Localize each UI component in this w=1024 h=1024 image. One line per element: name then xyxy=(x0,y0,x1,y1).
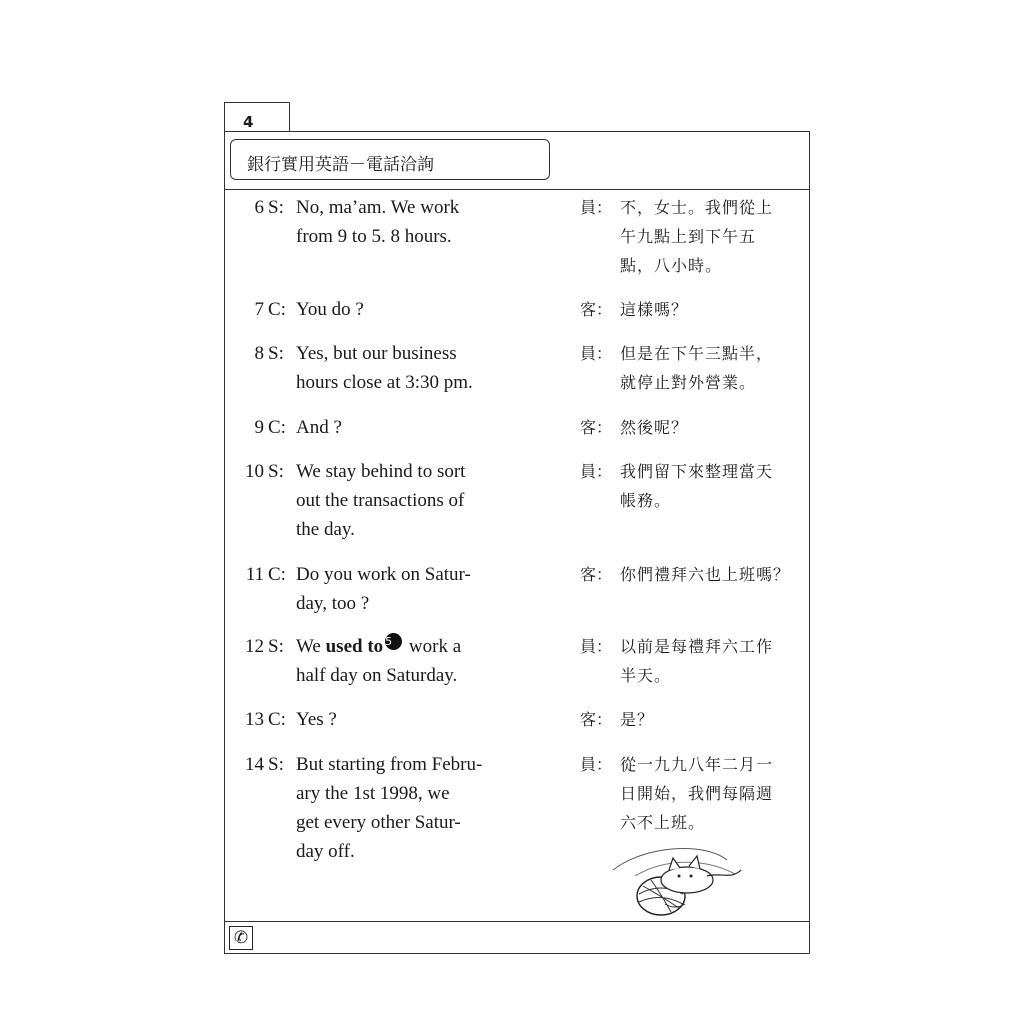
speaker-zh: 客： xyxy=(580,300,613,319)
page-number: 4 xyxy=(243,113,254,131)
speaker: C: xyxy=(268,564,286,585)
speaker: C: xyxy=(268,417,286,438)
english-line: day, too ? xyxy=(296,593,370,614)
line-number: 11 xyxy=(245,564,264,585)
english-line: But starting from Febru- xyxy=(296,754,483,775)
english-line: You do ? xyxy=(296,299,364,320)
english-line: ary the 1st 1998, we xyxy=(296,783,450,804)
note-marker: 5 xyxy=(385,633,402,650)
chinese-line: 但是在下午三點半， xyxy=(620,344,774,363)
chinese-line: 我們留下來整理當天 xyxy=(620,462,774,481)
speaker: S: xyxy=(268,343,284,364)
chinese-line: 這樣嗎？ xyxy=(620,300,689,319)
english-line: And ? xyxy=(296,417,342,438)
english-line: get every other Satur- xyxy=(296,812,461,833)
english-line: day off. xyxy=(296,841,355,862)
speaker-zh: 員： xyxy=(580,755,613,774)
english-line: Do you work on Satur- xyxy=(296,564,471,585)
speaker: S: xyxy=(268,197,284,218)
line-number: 14 xyxy=(245,754,264,775)
chapter-title-box xyxy=(230,139,550,180)
english-line: Yes ? xyxy=(296,709,337,730)
line-number: 6 xyxy=(254,197,264,218)
cat-with-yarn-illustration xyxy=(595,840,755,935)
chinese-text xyxy=(620,295,802,324)
chinese-line: 午九點上到下午五 xyxy=(620,227,757,246)
chapter-title: 銀行實用英語－電話洽詢 xyxy=(247,155,434,175)
phone-icon: ✆ xyxy=(229,926,253,950)
speaker-zh: 員： xyxy=(580,344,613,363)
chinese-line: 日開始，我們每隔週 xyxy=(620,784,774,803)
page-number-tab xyxy=(224,102,290,132)
speaker-zh: 客： xyxy=(580,565,613,584)
english-line: No, ma’am. We work xyxy=(296,197,460,218)
speaker: S: xyxy=(268,461,284,482)
english-line: the day. xyxy=(296,519,355,540)
chinese-text xyxy=(620,750,802,837)
english-line: We stay behind to sort xyxy=(296,461,466,482)
speaker-zh: 員： xyxy=(580,462,613,481)
chinese-text xyxy=(620,560,802,589)
chinese-text xyxy=(620,705,802,734)
chinese-line: 六不上班。 xyxy=(620,813,706,832)
key-phrase: used to xyxy=(325,636,384,657)
english-text xyxy=(296,750,530,866)
chinese-text xyxy=(620,413,802,442)
english-fragment: We xyxy=(296,636,326,657)
chinese-line: 半天。 xyxy=(620,666,672,685)
chinese-text xyxy=(620,632,802,690)
speaker: S: xyxy=(268,754,284,775)
english-text xyxy=(296,295,530,324)
chinese-line: 以前是每禮拜六工作 xyxy=(620,637,774,656)
english-text xyxy=(296,193,530,251)
line-number: 13 xyxy=(245,709,264,730)
english-text xyxy=(296,413,530,442)
speaker-zh: 客： xyxy=(580,710,613,729)
english-line: out the transactions of xyxy=(296,490,465,511)
chinese-line: 然後呢？ xyxy=(620,418,689,437)
english-text xyxy=(296,457,530,544)
english-text xyxy=(296,705,530,734)
english-text xyxy=(296,339,530,397)
chinese-text xyxy=(620,457,802,515)
line-number: 9 xyxy=(254,417,264,438)
speaker: C: xyxy=(268,709,286,730)
chinese-line: 是？ xyxy=(620,710,655,729)
line-number: 8 xyxy=(254,343,264,364)
chinese-line: 不，女士。我們從上 xyxy=(620,198,774,217)
english-line: half day on Saturday. xyxy=(296,665,458,686)
english-line: Yes, but our business xyxy=(296,343,457,364)
chinese-line: 點，八小時。 xyxy=(620,256,723,275)
speaker-zh: 客： xyxy=(580,418,613,437)
english-fragment: work a xyxy=(404,636,462,657)
line-number: 10 xyxy=(245,461,264,482)
chinese-text xyxy=(620,339,802,397)
line-number: 7 xyxy=(254,299,264,320)
chinese-line: 你們禮拜六也上班嗎？ xyxy=(620,565,791,584)
chinese-line: 就停止對外營業。 xyxy=(620,373,757,392)
english-line-with-note xyxy=(296,632,530,661)
header-divider xyxy=(225,189,809,190)
speaker: C: xyxy=(268,299,286,320)
chinese-line: 帳務。 xyxy=(620,491,672,510)
english-line: hours close at 3:30 pm. xyxy=(296,372,473,393)
chinese-text xyxy=(620,193,802,280)
english-text xyxy=(296,560,530,618)
english-line: from 9 to 5. 8 hours. xyxy=(296,226,452,247)
speaker-zh: 員： xyxy=(580,637,613,656)
line-number: 12 xyxy=(245,636,264,657)
english-text xyxy=(296,632,530,690)
speaker: S: xyxy=(268,636,284,657)
chinese-line: 從一九九八年二月一 xyxy=(620,755,774,774)
speaker-zh: 員： xyxy=(580,198,613,217)
